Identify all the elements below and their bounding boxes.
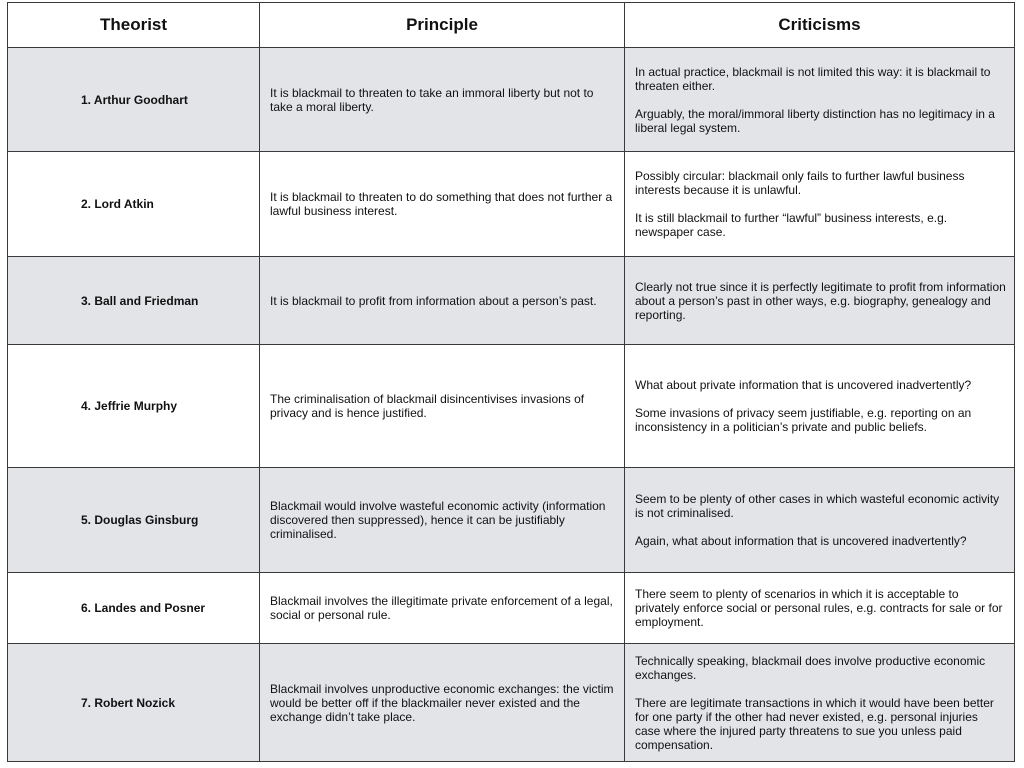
table-row: [8, 573, 1015, 644]
header-principle: Principle: [260, 3, 625, 48]
criticisms-cell: [625, 468, 1015, 573]
principle-cell: It is blackmail to threaten to take an immoral liberty but not to take a moral liberty.: [260, 48, 625, 152]
theorist-cell: 3. Ball and Friedman: [8, 257, 260, 345]
criticism-paragraph: Arguably, the moral/immoral liberty distinction has no legitimacy in a liberal legal system.: [635, 106, 995, 135]
criticism-paragraph: There are legitimate transactions in which it would have been better for one party if the other had never existed, e.g. personal injuries case where the injured party threatens to sue you unless paid compensation.: [635, 695, 994, 752]
theorist-cell: 2. Lord Atkin: [8, 152, 260, 257]
table-row: [8, 468, 1015, 573]
criticism-paragraph: Again, what about information that is uncovered inadvertently?: [635, 534, 967, 548]
principle-cell: It is blackmail to threaten to do something that does not further a lawful business interest.: [260, 152, 625, 257]
criticism-paragraph: There seem to plenty of scenarios in which it is acceptable to privately enforce social or personal rules, e.g. contracts for sale or for employment.: [635, 587, 1003, 629]
theorist-cell: 1. Arthur Goodhart: [8, 48, 260, 152]
criticism-paragraph: Some invasions of privacy seem justifiable, e.g. reporting on an inconsistency in a politician’s private and public beliefs.: [635, 406, 972, 434]
criticisms-cell: [625, 257, 1015, 345]
criticism-paragraph: What about private information that is uncovered inadvertently?: [635, 378, 972, 392]
criticisms-cell: [625, 48, 1015, 152]
criticisms-cell: [625, 644, 1015, 762]
principle-cell: It is blackmail to profit from information about a person’s past.: [260, 257, 625, 345]
criticism-paragraph: Clearly not true since it is perfectly legitimate to profit from information about a person’s past in other ways, e.g. biography, genealogy and reporting.: [635, 279, 1006, 322]
theorist-cell: 5. Douglas Ginsburg: [8, 468, 260, 573]
criticism-paragraph: It is still blackmail to further “lawful” business interests, e.g. newspaper case.: [635, 211, 948, 239]
theorists-table: [7, 2, 1015, 762]
header-row: [8, 3, 1015, 48]
header-criticisms: Criticisms: [625, 3, 1015, 48]
table-row: [8, 152, 1015, 257]
principle-cell: Blackmail would involve wasteful economic activity (information discovered then suppressed), hence it can be justifiably criminalised.: [260, 468, 625, 573]
principle-cell: Blackmail involves the illegitimate private enforcement of a legal, social or personal rule.: [260, 573, 625, 644]
criticisms-cell: [625, 573, 1015, 644]
criticisms-cell: [625, 152, 1015, 257]
criticism-paragraph: Technically speaking, blackmail does involve productive economic exchanges.: [635, 653, 986, 682]
table-row: [8, 644, 1015, 762]
table-row: [8, 48, 1015, 152]
theorist-cell: 7. Robert Nozick: [8, 644, 260, 762]
principle-cell: Blackmail involves unproductive economic exchanges: the victim would be better off if the blackmailer never existed and the exchange didn’t take place.: [260, 644, 625, 762]
table-row: [8, 257, 1015, 345]
theorist-cell: 4. Jeffrie Murphy: [8, 345, 260, 468]
criticism-paragraph: In actual practice, blackmail is not limited this way: it is blackmail to threaten either.: [635, 64, 991, 93]
theorist-cell: 6. Landes and Posner: [8, 573, 260, 644]
criticism-paragraph: Seem to be plenty of other cases in which wasteful economic activity is not criminalised.: [635, 492, 1000, 520]
table-row: [8, 345, 1015, 468]
header-theorist: Theorist: [8, 3, 260, 48]
principle-cell: The criminalisation of blackmail disincentivises invasions of privacy and is hence justified.: [260, 345, 625, 468]
criticism-paragraph: Possibly circular: blackmail only fails to further lawful business interests because it is unlawful.: [635, 169, 965, 197]
criticisms-cell: [625, 345, 1015, 468]
